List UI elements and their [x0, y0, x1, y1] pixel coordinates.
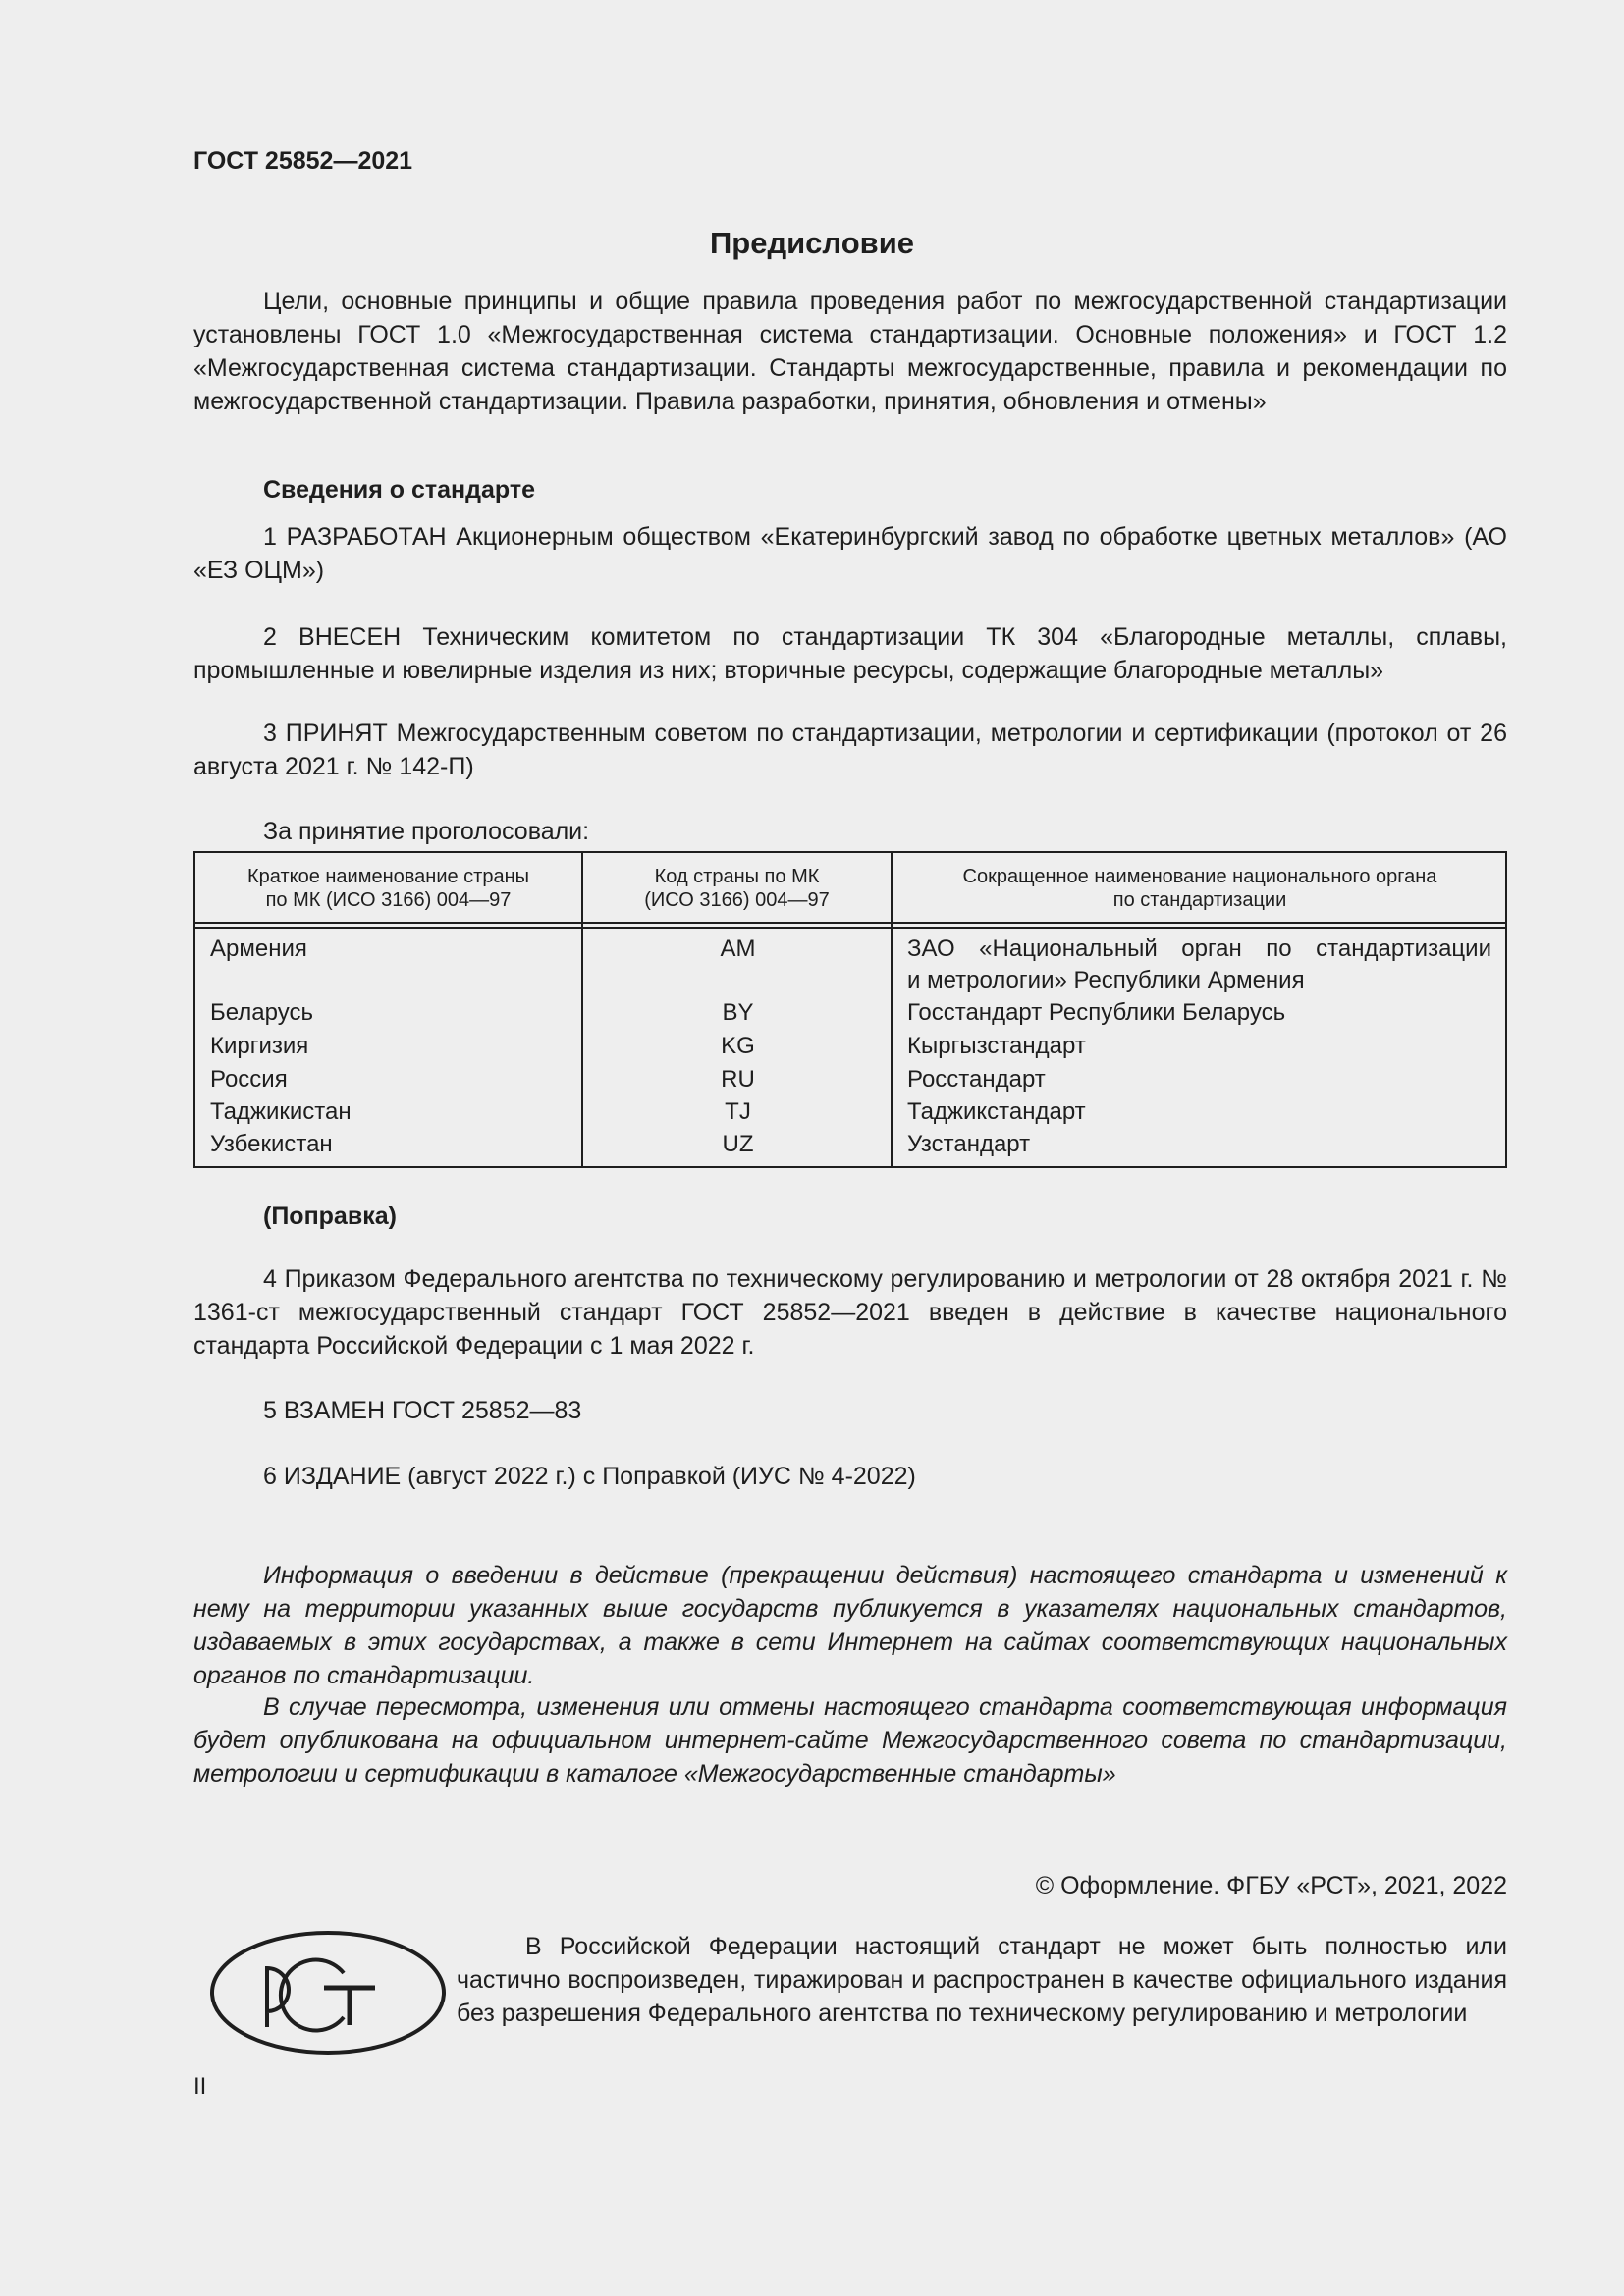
table-header-code: Код страны по МК (ИСО 3166) 004—97: [644, 866, 830, 911]
vote-label: За принятие проголосовали:: [263, 818, 590, 845]
table-row-country: Таджикистан: [210, 1098, 352, 1125]
table-row-country: Армения: [210, 935, 307, 962]
table-row-country: Россия: [210, 1066, 288, 1093]
table-row-code: KG: [721, 1033, 755, 1059]
table-row-country: Узбекистан: [210, 1131, 333, 1157]
table-row-country: Беларусь: [210, 999, 313, 1026]
item-3-paragraph: 3 ПРИНЯТ Межгосударственным советом по стандартизации, метрологии и сертификации (протокол от 26 августа 2021 г. № 142-П): [193, 720, 1507, 780]
info-heading: Сведения о стандарте: [263, 476, 536, 504]
table-row-body: Росстандарт: [907, 1066, 1046, 1093]
table-row-body: Госстандарт Республики Беларусь: [907, 999, 1286, 1026]
intro-paragraph: Цели, основные принципы и общие правила проведения работ по межгосударственной стандартизации установлены ГОСТ 1.0 «Межгосударственная система стандартизации. Основные положения» и ГОСТ 1.2 «Межгосударственная система стандартизации. Стандарты межгосударственные, правила и рекомендации по межгосударственной стандартизации. Правила разработки, принятия, обновления и отмены»: [193, 288, 1507, 415]
table-row-country: Киргизия: [210, 1033, 309, 1059]
rights-notice-paragraph: В Российской Федерации настоящий стандарт не может быть полностью или частично воспроизведен, тиражирован и распространен в качестве официального издания без разрешения Федерального агентства по техническому регулированию и метрологии: [457, 1933, 1507, 2027]
item-4-paragraph: 4 Приказом Федерального агентства по техническому регулированию и метрологии от 28 октября 2021 г. № 1361-ст межгосударственный стандарт ГОСТ 25852—2021 введен в действие в качестве национального стандарта Российской Федерации с 1 мая 2022 г.: [193, 1265, 1507, 1360]
table-row-code: AM: [720, 935, 756, 962]
document-code-header: ГОСТ 25852—2021: [193, 147, 413, 175]
table-row-code: UZ: [722, 1131, 754, 1157]
table-header-country: Краткое наименование страны по МК (ИСО 3166) 004—97: [246, 866, 530, 911]
item-2-paragraph: 2 ВНЕСЕН Техническим комитетом по стандартизации ТК 304 «Благородные металлы, сплавы, промышленные и ювелирные изделия из них; вторичные ресурсы, содержащие благородные металлы»: [193, 623, 1507, 684]
revision-notice-paragraph: В случае пересмотра, изменения или отмены настоящего стандарта соответствующая информация будет опубликована на официальном интернет-сайте Межгосударственного совета по стандартизации, метрологии и сертификации в каталоге «Межгосударственные стандарты»: [193, 1693, 1507, 1788]
item-5-paragraph: 5 ВЗАМЕН ГОСТ 25852—83: [263, 1397, 582, 1424]
table-row-code: BY: [722, 999, 754, 1026]
table-row-body: Узстандарт: [907, 1131, 1031, 1157]
item-1-paragraph: 1 РАЗРАБОТАН Акционерным обществом «Екатеринбургский завод по обработке цветных металлов» (АО «ЕЗ ОЦМ»): [193, 523, 1507, 584]
table-row-code: TJ: [725, 1098, 751, 1125]
page-title: Предисловие: [709, 226, 914, 260]
voting-table: [193, 851, 1507, 1168]
page-number: II: [193, 2073, 207, 2100]
info-notice-paragraph: Информация о введении в действие (прекращении действия) настоящего стандарта и изменений к нему на территории указанных выше государств публикуется в указателях национальных стандартов, издаваемых в этих государствах, а также в сети Интернет на сайтах соответствующих национальных органов по стандартизации.: [193, 1562, 1507, 1689]
table-row-body: ЗАО «Национальный орган по стандартизации и метрологии» Республики Армения: [907, 935, 1491, 993]
copyright-line: © Оформление. ФГБУ «РСТ», 2021, 2022: [1035, 1872, 1507, 1899]
table-row-body: Кыргызстандарт: [907, 1033, 1086, 1059]
table-row-body: Таджикстандарт: [907, 1098, 1086, 1125]
table-header-body: Сокращенное наименование национального органа по стандартизации: [962, 866, 1437, 911]
item-6-paragraph: 6 ИЗДАНИЕ (август 2022 г.) с Поправкой (ИУС № 4-2022): [263, 1463, 916, 1490]
table-row-code: RU: [721, 1066, 755, 1093]
rst-logo-icon: [208, 1929, 448, 2061]
amendment-label: (Поправка): [263, 1202, 397, 1230]
